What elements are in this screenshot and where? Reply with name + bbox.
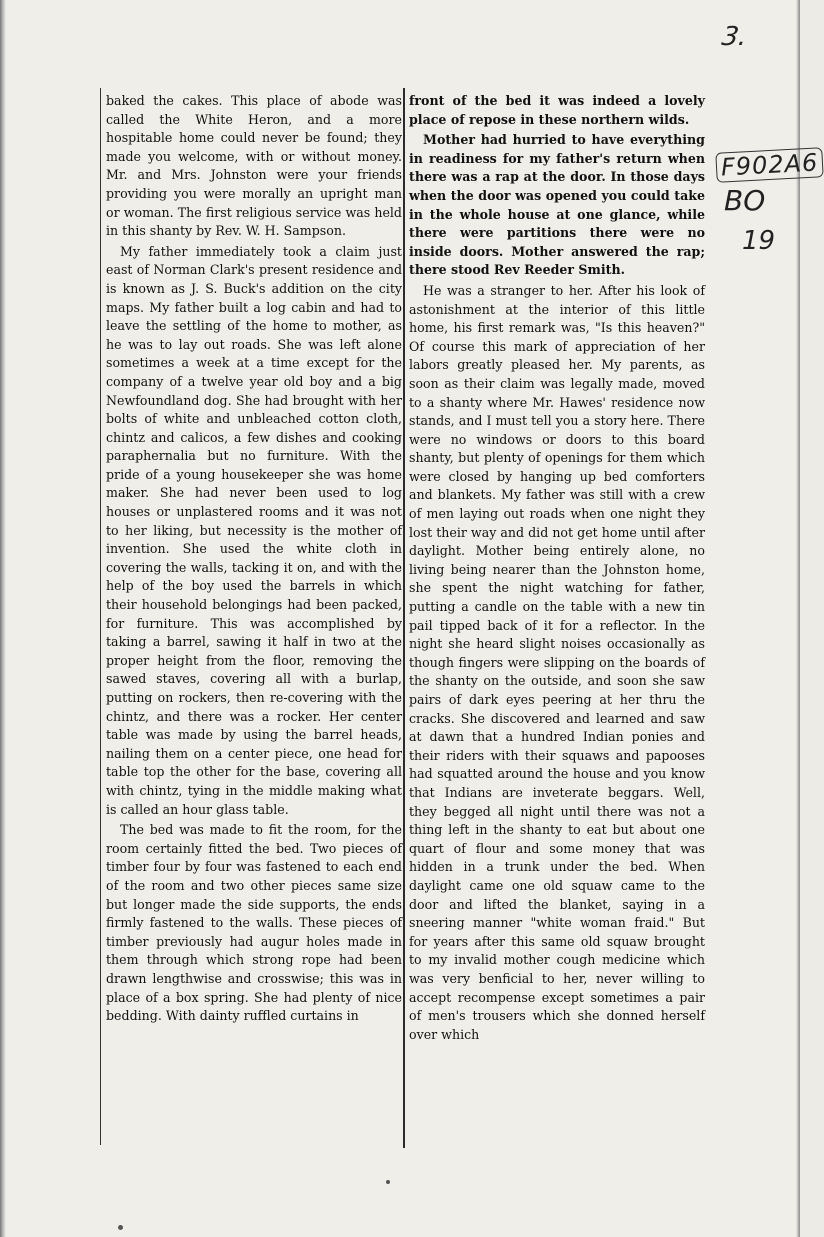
handwritten-page-number: 3. [719, 22, 749, 52]
page-edge-shadow [796, 0, 800, 1237]
paragraph: The bed was made to fit the room, for the room certainly fitted the bed. Two pieces of timber four by four was fastened to each end of the room and two other pieces same size but longer made the side supports, the ends firmly fastened to the walls. These pieces of timber previously had augur holes made in them through which strong rope had been drawn lengthwise and crosswise; this was in place of a box spring. She had plenty of nice bedding. With dainty ruffled curtains in [106, 822, 402, 1024]
article-column-left [106, 92, 402, 1152]
handwritten-archive-code: F902A6 [715, 147, 824, 183]
paragraph: Mother had hurried to have everything in readiness for my father's return when there was a rap at the door. In those days when the door was opened you could take in the whole house at one glance, while there were partitions there were no inside doors. Mother answered the rap; there stood Rev Reeder Smith. [409, 132, 705, 278]
paragraph: front of the bed it was indeed a lovely place of repose in these northern wilds. [409, 93, 705, 127]
page-edge-shadow [0, 0, 6, 1237]
paragraph: He was a stranger to her. After his look of astonishment at the interior of this little home, his first remark was, "Is this heaven?" Of course this mark of appreciation of her labors greatly pleased her. My parents, as soon as their claim was legally made, moved to a shanty where Mr. Hawes' residence now stands, and I must tell you a story here. There were no windows or doors to this board shanty, but plenty of openings for them which were closed by hanging up bed comforters and blankets. My father was still with a crew of men laying out roads when one night they lost their way and did not get home until after daylight. Mother being entirely alone, no living being nearer than the Johnston home, she spent the night watching for father, putting a candle on the table with a new tin pail tipped back of it for a reflector. In the night she heard slight noises occasionally as though fingers were slipping on the boards of the shanty on the outside, and soon she saw pairs of dark eyes peering at her thru the cracks. She discovered and learned and saw at dawn that a hundred Indian ponies and their riders with their squaws and papooses had squatted around the house and you know that Indians are inveterate beggars. Well, they begged all night until there was not a thing left in the shanty to eat but about one quart of flour and some money that was hidden in a trunk under the bed. When daylight came one old squaw came to the door and lifted the blanket, saying in a sneering manner "white woman fraid." But for years after this same old squaw brought to my invalid mother cough medicine which was very benficial to her, never willing to accept recompense except sometimes a pair of men's trousers which she donned herself over which [409, 282, 705, 1042]
handwritten-item-number: 19 [742, 226, 776, 256]
paragraph: My father immediately took a claim just east of Norman Clark's present residence and is known as J. S. Buck's addition on the city maps. My father built a log cabin and had to leave the settling of the home to mother, as he was to lay out roads. She was left alone sometimes a week at a time except for the company of a twelve year old boy and a big Newfoundland dog. She had brought with her bolts of white and unbleached cotton cloth, chintz and calicos, a few dishes and cooking paraphernalia but no furniture. With the pride of a young housekeeper she was home maker. She had never been used to log houses or unplastered rooms and it was not to her liking, but necessity is the mother of invention. She used the white cloth in covering the walls, tacking it on, and with the help of the boy used the barrels in which their household belongings had been packed, for furniture. This was accomplished by taking a barrel, sawing it half in two at the proper height from the floor, removing the sawed staves, covering all with a burlap, putting on rockers, then re-covering with the chintz, and there was a rocker. Her center table was made by using the barrel heads, nailing them on a center piece, one head for table top the other for the base, covering all with chintz, tying in the middle making what is called an hour glass table. [106, 243, 402, 817]
ink-speck [386, 1180, 390, 1184]
column-divider [403, 88, 405, 1148]
handwritten-series-code: BO [724, 184, 766, 217]
article-column-right [409, 92, 705, 1152]
ink-speck [118, 1225, 123, 1230]
paragraph: baked the cakes. This place of abode was called the White Heron, and a more hospitable home could never be found; they made you welcome, with or without money. Mr. and Mrs. Johnston were your friends providing you were morally an upright man or woman. The first religious service was held in this shanty by Rev. W. H. Sampson. [106, 93, 402, 239]
